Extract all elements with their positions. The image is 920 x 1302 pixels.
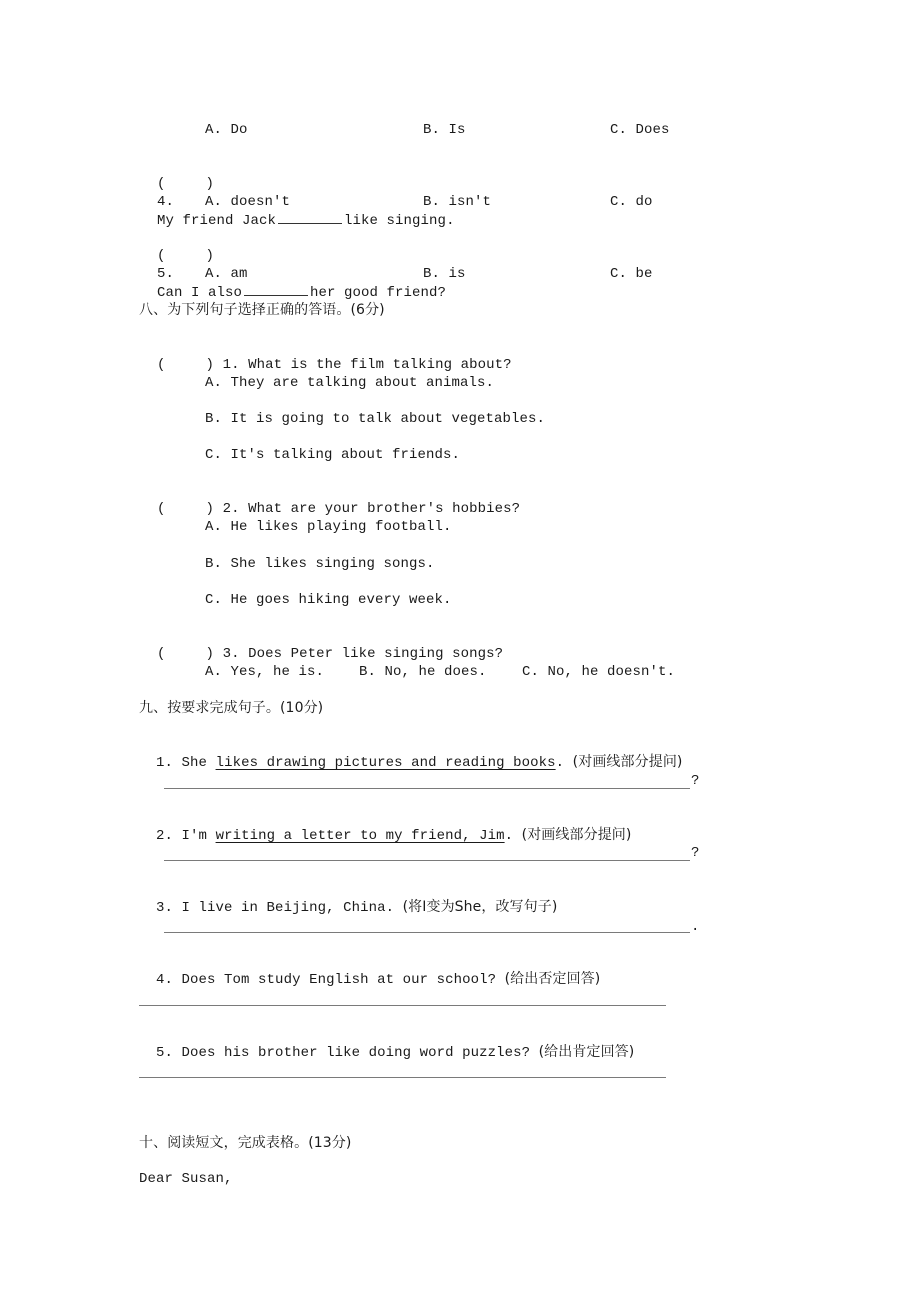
end-mark-1: ? — [691, 773, 700, 789]
q3-option-a: A. Do — [205, 122, 248, 138]
answer-line-4[interactable] — [139, 1005, 666, 1006]
item-text-end: . — [555, 755, 565, 771]
s8-question-3 — [140, 627, 503, 663]
s8-question-1 — [140, 338, 512, 374]
answer-paren-open: ( — [157, 501, 166, 517]
underlined-phrase: likes drawing pictures and reading books — [215, 755, 556, 771]
q5-option-c: C. be — [610, 266, 653, 282]
item-instruction: (将I变为She，改写句子) — [402, 899, 558, 915]
q3-option-c: C. Does — [610, 122, 670, 138]
item-instruction: (对画线部分提问) — [572, 754, 683, 770]
question-text: 2. What are your brother's hobbies? — [222, 501, 521, 517]
answer-paren-close: ) — [205, 357, 215, 373]
item-text: Does Tom study English at our school? — [181, 972, 505, 988]
q4-option-c: C. do — [610, 194, 653, 210]
s8-q1-option-a: A. They are talking about animals. — [205, 375, 495, 391]
item-instruction: (对画线部分提问) — [521, 827, 632, 843]
end-mark-3: . — [691, 919, 700, 935]
question-text: 1. What is the film talking about? — [222, 357, 512, 373]
item-number: 1. — [156, 755, 174, 771]
s8-question-2 — [140, 482, 520, 518]
item-instruction: (给出否定回答) — [504, 971, 601, 987]
s8-q2-option-c: C. He goes hiking every week. — [205, 592, 452, 608]
item-number: 4. — [156, 972, 174, 988]
letter-salutation: Dear Susan, — [139, 1171, 233, 1187]
answer-line-1[interactable] — [164, 788, 690, 789]
s8-q1-option-c: C. It's talking about friends. — [205, 447, 461, 463]
item-text: I'm — [181, 828, 216, 844]
item-text: She — [181, 755, 216, 771]
question-number: 4. — [157, 194, 175, 210]
s8-q2-option-b: B. She likes singing songs. — [205, 556, 435, 572]
question-text-after: her good friend? — [310, 285, 447, 301]
s9-item-4 — [139, 952, 600, 989]
s9-item-1 — [139, 735, 682, 772]
q3-option-b: B. Is — [423, 122, 466, 138]
q4-option-b: B. isn't — [423, 194, 492, 210]
question-number: 5. — [157, 266, 175, 282]
answer-line-2[interactable] — [164, 860, 690, 861]
question-text-before: My friend Jack — [157, 213, 277, 229]
item-number: 3. — [156, 900, 174, 916]
answer-line-3[interactable] — [164, 932, 690, 933]
item-text: Does his brother like doing word puzzles? — [181, 1045, 539, 1061]
question-5 — [140, 229, 446, 302]
answer-paren-open: ( — [157, 176, 166, 192]
answer-paren-open: ( — [157, 248, 166, 264]
question-4 — [140, 157, 455, 230]
s9-item-5 — [139, 1025, 634, 1062]
section-10-title: 十、阅读短文，完成表格。(13分) — [139, 1135, 352, 1151]
answer-paren-open: ( — [157, 357, 166, 373]
answer-paren-close: ) — [205, 646, 215, 662]
s9-item-3 — [139, 880, 557, 917]
s8-q1-option-b: B. It is going to talk about vegetables. — [205, 411, 546, 427]
item-text-end: . — [504, 828, 514, 844]
s8-q3-option-a: A. Yes, he is. — [205, 664, 325, 680]
item-number: 2. — [156, 828, 174, 844]
s9-item-2 — [139, 808, 631, 845]
item-instruction: (给出肯定回答) — [538, 1044, 635, 1060]
s8-q3-option-c: C. No, he doesn't. — [522, 664, 676, 680]
section-9-title: 九、按要求完成句子。(10分) — [139, 700, 324, 716]
question-text-before: Can I also — [157, 285, 243, 301]
fill-blank[interactable] — [244, 283, 308, 296]
s8-q3-option-b: B. No, he does. — [359, 664, 487, 680]
answer-paren-close: ) — [205, 248, 215, 264]
q5-option-b: B. is — [423, 266, 466, 282]
fill-blank[interactable] — [278, 211, 342, 224]
question-text-after: like singing. — [344, 213, 455, 229]
q5-option-a: A. am — [205, 266, 248, 282]
answer-line-5[interactable] — [139, 1077, 666, 1078]
answer-paren-open: ( — [157, 646, 166, 662]
end-mark-2: ? — [691, 845, 700, 861]
q4-option-a: A. doesn't — [205, 194, 291, 210]
item-number: 5. — [156, 1045, 174, 1061]
answer-paren-close: ) — [205, 176, 215, 192]
underlined-phrase: writing a letter to my friend, Jim — [215, 828, 505, 844]
question-text: 3. Does Peter like singing songs? — [222, 646, 504, 662]
section-8-title: 八、为下列句子选择正确的答语。(6分) — [139, 302, 385, 318]
answer-paren-close: ) — [205, 501, 215, 517]
s8-q2-option-a: A. He likes playing football. — [205, 519, 452, 535]
item-text: I live in Beijing, China. — [181, 900, 403, 916]
